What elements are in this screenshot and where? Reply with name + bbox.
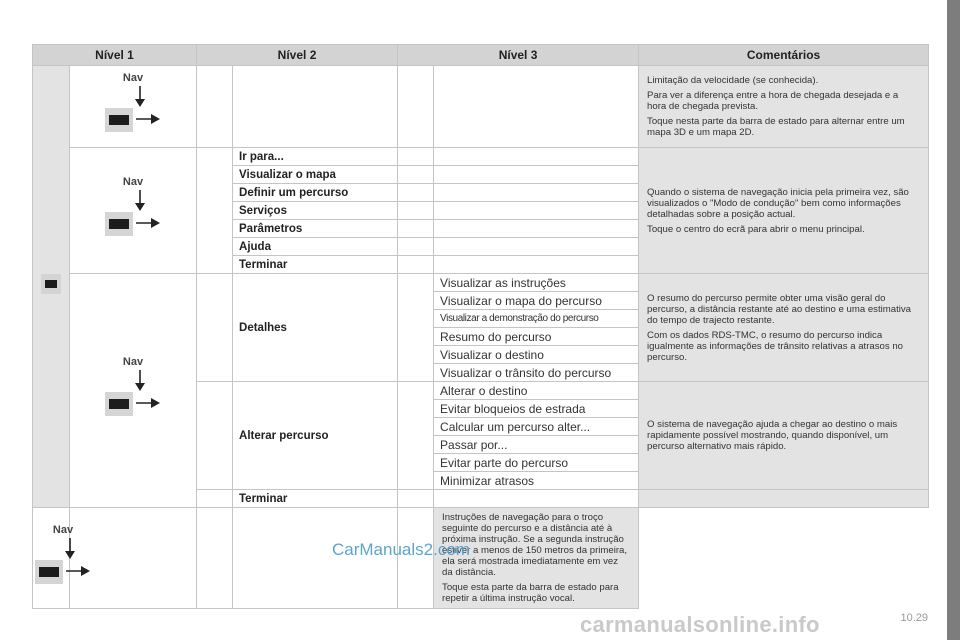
menu-table xyxy=(32,44,929,609)
right-arrow-icon xyxy=(135,112,161,126)
header-level2: Nível 2 xyxy=(197,45,398,66)
menu-item: Terminar xyxy=(233,490,398,508)
menu-item: Ajuda xyxy=(233,238,398,256)
nav-cell-1 xyxy=(70,66,197,148)
table-row xyxy=(33,148,929,166)
down-arrow-icon xyxy=(133,86,147,108)
menu-item: Ir para... xyxy=(233,148,398,166)
menu-item: Visualizar a demonstração do percurso xyxy=(434,310,639,328)
menu-item: Resumo do percurso xyxy=(434,328,639,346)
comment-group1: Limitação da velocidade (se conhecida). Para ver a diferença entre a hora de chegada desejada e a hora de chegada prevista. Toque nesta parte da barra de estado para alternar entre um mapa 3D e um mapa 2D. xyxy=(639,66,929,148)
menu-item: Parâmetros xyxy=(233,220,398,238)
nav-diagram: Nav xyxy=(33,524,93,588)
nav-cell-3 xyxy=(70,274,197,508)
menu-item: Evitar bloqueios de estrada xyxy=(434,400,639,418)
menu-item: Calcular um percurso alter... xyxy=(434,418,639,436)
down-arrow-icon xyxy=(63,538,77,560)
menu-item: Evitar parte do percurso xyxy=(434,454,639,472)
down-arrow-icon xyxy=(133,370,147,392)
screen-icon xyxy=(41,274,61,294)
nav-diagram: Nav xyxy=(103,356,163,420)
header-row xyxy=(33,45,929,66)
nav-diagram xyxy=(103,72,163,136)
menu-item: Definir um percurso xyxy=(233,184,398,202)
group1-row xyxy=(33,66,929,148)
nav-cell-4 xyxy=(33,508,74,609)
screen-icon xyxy=(105,212,133,236)
header-level1: Nível 1 xyxy=(33,45,197,66)
screen-icon xyxy=(105,108,133,132)
screen-icon xyxy=(35,560,63,584)
comment-group4: Instruções de navegação para o troço seguinte do percurso e a distância até à próxima instrução. Se a segunda instrução estiver a menos de 150 metros da primeira, ela será mostrada imediatamente em vez da distância. Toque esta parte da barra de estado para repetir a última instrução vocal. xyxy=(434,508,639,609)
menu-item: Visualizar o trânsito do percurso xyxy=(434,364,639,382)
comment-group2: Quando o sistema de navegação inicia pela primeira vez, são visualizados o "Modo de condução" bem como informações detalhadas sobre a posição actual. Toque o centro do ecrã para abrir o menu principal. xyxy=(639,148,929,274)
side-icon-cell xyxy=(33,66,70,508)
menu-item: Visualizar o mapa do percurso xyxy=(434,292,639,310)
menu-item: Alterar o destino xyxy=(434,382,639,400)
down-arrow-icon xyxy=(133,190,147,212)
table-row xyxy=(33,274,929,292)
group4-row xyxy=(33,508,929,609)
submenu-alterar: Alterar percurso xyxy=(233,382,398,490)
menu-item: Visualizar o destino xyxy=(434,346,639,364)
submenu-detalhes: Detalhes xyxy=(233,274,398,382)
menu-item: Serviços xyxy=(233,202,398,220)
right-arrow-icon xyxy=(65,564,91,578)
header-comments: Comentários xyxy=(639,45,929,66)
right-arrow-icon xyxy=(135,216,161,230)
menu-item: Visualizar o mapa xyxy=(233,166,398,184)
right-arrow-icon xyxy=(135,396,161,410)
nav-cell-2 xyxy=(70,148,197,274)
menu-item: Minimizar atrasos xyxy=(434,472,639,490)
screen-icon xyxy=(105,392,133,416)
nav-label: Nav xyxy=(122,72,144,84)
menu-item: Terminar xyxy=(233,256,398,274)
nav-diagram: Nav xyxy=(103,176,163,240)
menu-item: Passar por... xyxy=(434,436,639,454)
page-edge-bar xyxy=(947,0,960,640)
header-level3: Nível 3 xyxy=(398,45,639,66)
watermark-carmanuals2: CarManuals2.com xyxy=(332,540,470,559)
comment-alterar: O sistema de navegação ajuda a chegar ao destino o mais rapidamente possível mostrando, quando disponível, um percurso alternativo mais rápido. xyxy=(639,382,929,490)
menu-item: Visualizar as instruções xyxy=(434,274,639,292)
comment-detalhes: O resumo do percurso permite obter uma visão geral do percurso, a distância restante até ao destino e uma estimativa do tempo de trajecto restante. Com os dados RDS-TMC, o resumo do percurso indica igualmente as informações de trânsito relativas a atrasos no percurso. xyxy=(639,274,929,382)
page-number: 10.29 xyxy=(900,612,928,624)
watermark-carmanualsonline: carmanualsonline.info xyxy=(580,612,820,637)
